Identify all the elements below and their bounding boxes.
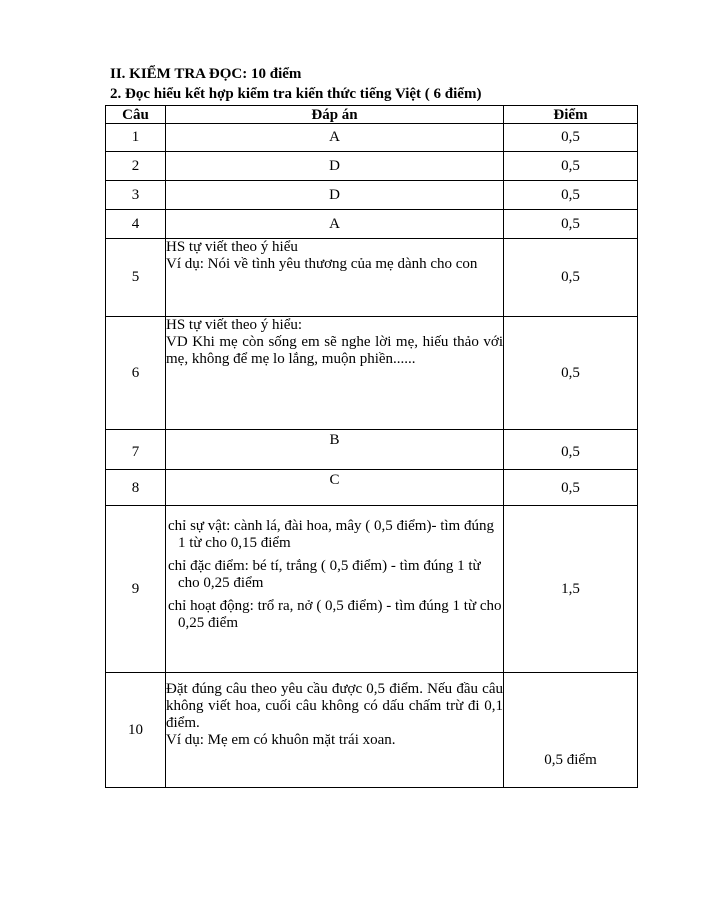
score-cell: 0,5 [504,181,638,210]
answer-cell: A [166,210,504,239]
question-number: 5 [106,239,166,317]
question-number: 7 [106,430,166,470]
score-cell: 0,5 điểm [504,673,638,788]
question-number: 6 [106,317,166,430]
answer-cell [166,673,504,788]
question-number: 1 [106,124,166,152]
question-number: 3 [106,181,166,210]
table-row [106,317,638,430]
table-row [106,239,638,317]
table-row [106,210,638,239]
answer-line: Đặt đúng câu theo yêu cầu được 0,5 điểm. Nếu đầu câu không viết hoa, cuối câu không có dấu chấm trừ đi 0,1 điểm. [166,681,503,731]
table-row [106,181,638,210]
score-cell: 0,5 [504,317,638,430]
answer-line: chỉ hoạt động: trổ ra, nở ( 0,5 điểm) - tìm đúng 1 từ cho 0,25 điểm [168,598,502,631]
score-cell: 0,5 [504,152,638,181]
question-number: 10 [106,673,166,788]
answer-cell: D [166,181,504,210]
header-answer: Đáp án [166,106,504,124]
table-header-row [106,106,638,124]
answer-line: Ví dụ: Mẹ em có khuôn mặt trái xoan. [166,732,396,748]
subsection-title: 2. Đọc hiểu kết hợp kiểm tra kiến thức tiếng Việt ( 6 điểm) [110,86,482,102]
answer-cell: B [166,430,504,470]
answer-cell [166,317,504,430]
score-cell: 0,5 [504,239,638,317]
answer-line: HS tự viết theo ý hiểu [166,239,298,255]
question-number: 9 [106,506,166,673]
answer-line: chỉ đặc điểm: bé tí, trắng ( 0,5 điểm) - tìm đúng 1 từ cho 0,25 điểm [168,558,481,591]
question-number: 2 [106,152,166,181]
answer-line: HS tự viết theo ý hiểu: [166,317,303,333]
score-cell: 0,5 [504,210,638,239]
answer-line: VD Khi mẹ còn sống em sẽ nghe lời mẹ, hiếu thảo với mẹ, không để mẹ lo lắng, muộn phiền...... [166,334,503,367]
section-title: II. KIỂM TRA ĐỌC: 10 điểm [110,66,302,82]
answer-cell: A [166,124,504,152]
score-cell: 1,5 [504,506,638,673]
table-row [106,430,638,470]
answer-cell [166,239,504,317]
answer-cell [166,506,504,673]
answer-line: chỉ sự vật: cành lá, đài hoa, mây ( 0,5 điểm)- tìm đúng 1 từ cho 0,15 điểm [168,518,494,551]
score-cell: 0,5 [504,124,638,152]
answer-cell: C [166,470,504,506]
score-cell: 0,5 [504,430,638,470]
score-cell: 0,5 [504,470,638,506]
answer-table [105,105,638,788]
table-row [106,152,638,181]
answer-cell: D [166,152,504,181]
table-row [106,124,638,152]
table-row [106,470,638,506]
answer-line: Ví dụ: Nói về tình yêu thương của mẹ dành cho con [166,256,478,272]
header-score: Điểm [504,106,638,124]
header-question: Câu [106,106,166,124]
question-number: 4 [106,210,166,239]
question-number: 8 [106,470,166,506]
table-row [106,673,638,788]
table-row [106,506,638,673]
